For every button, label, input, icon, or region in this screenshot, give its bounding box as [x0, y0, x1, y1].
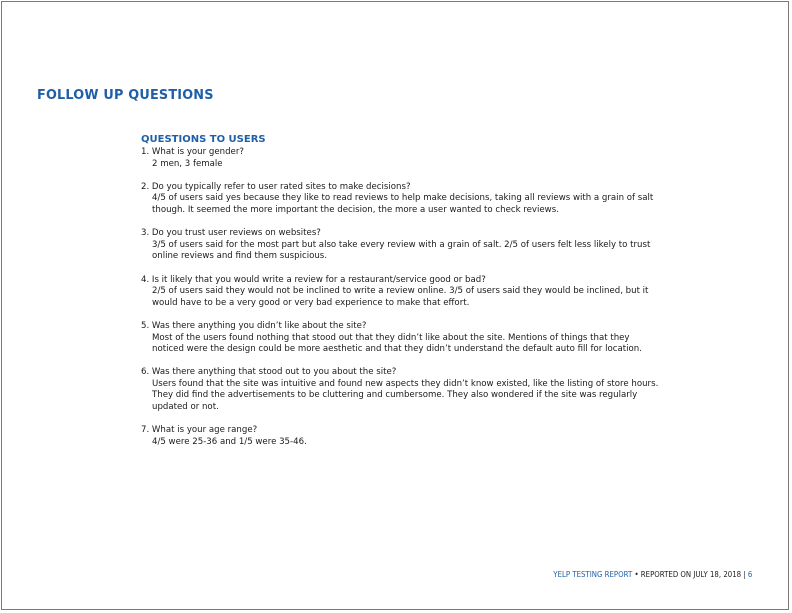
question-item — [141, 147, 661, 170]
answer-text: 3/5 of users said for the most part but also take every review with a grain of salt. 2/5 of users felt less likely to trust online reviews and find them suspicious. — [152, 239, 651, 262]
question-text: 4. Is it likely that you would write a review for a restaurant/service good or bad? — [141, 274, 486, 285]
question-item — [141, 275, 661, 310]
answer-text: 2 men, 3 female — [152, 158, 223, 169]
question-text: 7. What is your age range? — [141, 425, 258, 436]
footer-divider: | — [742, 570, 746, 579]
question-item — [141, 321, 661, 356]
question-item — [141, 182, 661, 217]
question-text: 1. What is your gender? — [141, 147, 244, 157]
question-item — [141, 425, 661, 448]
section-heading: FOLLOW UP QUESTIONS — [37, 87, 214, 103]
question-text: 5. Was there anything you didn’t like about the site? — [141, 320, 367, 331]
answer-text: 2/5 of users said they would not be inclined to write a review online. 3/5 of users said they would be inclined, but it would have to be a very good or very bad experience to make that effort. — [152, 286, 649, 308]
footer-bullet: • — [634, 570, 639, 579]
report-date: REPORTED ON JULY 18, 2018 — [640, 570, 741, 579]
page-number: 6 — [747, 570, 752, 579]
report-page — [1, 1, 789, 610]
answer-text: Most of the users found nothing that stood out that they didn’t like about the site. Mentions of things that they noticed were the design could be more aesthetic and that they didn’t understand the default auto fill for location. — [152, 332, 642, 355]
answer-text: 4/5 of users said yes because they like to read reviews to help make decisions, taking all reviews with a grain of salt though. It seemed the more important the decision, the more a user wanted to check reviews. — [152, 193, 654, 215]
question-text: 2. Do you typically refer to user rated sites to make decisions? — [141, 181, 411, 192]
report-name: YELP TESTING REPORT — [552, 570, 632, 579]
answer-text: Users found that the site was intuitive and found new aspects they didn’t know existed, like the listing of store hours. They did find the advertisements to be cluttering and cumbersome. They also wondered if the site was regularly updated or not. — [152, 378, 659, 413]
question-text: 6. Was there anything that stood out to you about the site? — [141, 367, 397, 378]
question-item — [141, 228, 661, 263]
questions-subheading: QUESTIONS TO USERS — [141, 134, 266, 145]
question-item — [141, 367, 661, 413]
page-footer — [553, 570, 752, 579]
answer-text: 4/5 were 25-36 and 1/5 were 35-46. — [152, 436, 307, 447]
questions-section — [141, 134, 661, 460]
question-text: 3. Do you trust user reviews on websites? — [141, 228, 321, 239]
